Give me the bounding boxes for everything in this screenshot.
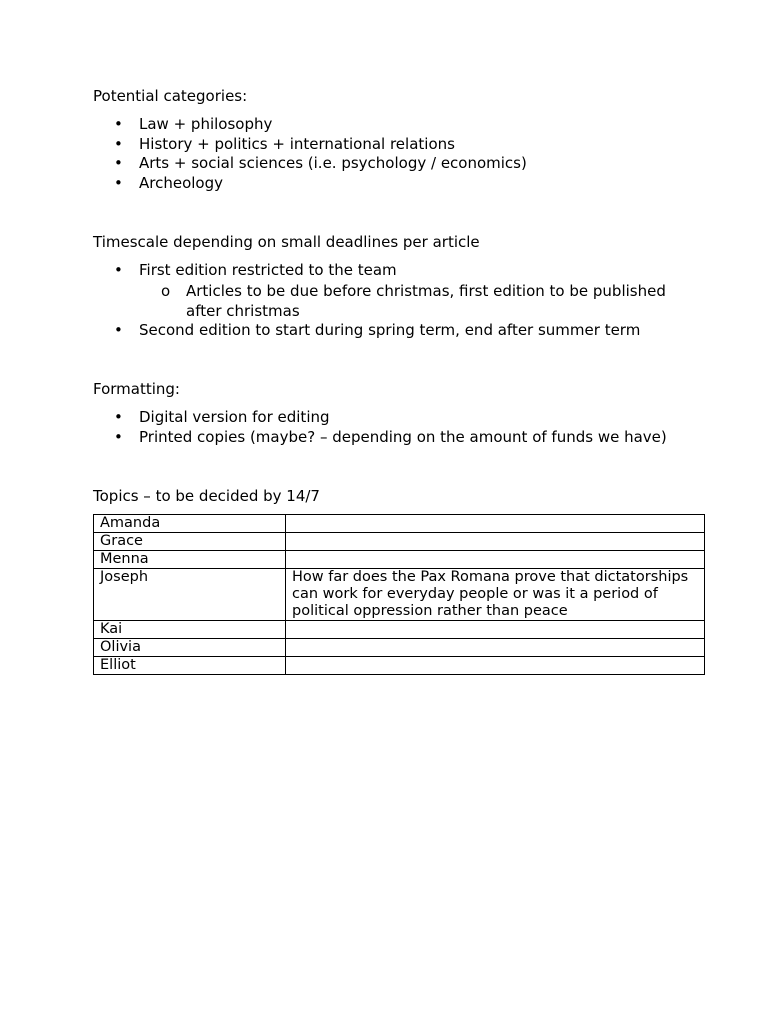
formatting-heading: Formatting: — [93, 380, 180, 398]
table-row — [94, 621, 705, 639]
member-name-cell: Elliot — [94, 657, 286, 675]
member-name-cell: Amanda — [94, 515, 286, 533]
document-page — [93, 86, 705, 675]
list-item — [93, 261, 705, 321]
list-item — [93, 154, 705, 174]
member-name-cell: Kai — [94, 621, 286, 639]
bullet-icon: • — [114, 261, 123, 279]
list-item — [93, 428, 705, 448]
topic-cell — [286, 657, 705, 675]
table-row — [94, 551, 705, 569]
list-item-text: Digital version for editing — [139, 408, 330, 426]
sub-list-item — [139, 281, 705, 321]
formatting-list — [93, 408, 705, 447]
bullet-icon: • — [114, 154, 123, 172]
list-item-text: History + politics + international relations — [139, 134, 455, 153]
table-row — [94, 569, 705, 621]
list-item — [93, 174, 705, 194]
member-name-cell: Joseph — [94, 569, 286, 621]
timescale-heading: Timescale depending on small deadlines per article — [93, 233, 480, 251]
list-item-text: Second edition to start during spring term, end after summer term — [139, 320, 641, 339]
spacer — [93, 447, 705, 486]
bullet-icon: • — [114, 115, 123, 133]
spacer — [93, 340, 705, 379]
bullet-icon: • — [114, 134, 123, 153]
table-row — [94, 515, 705, 533]
categories-heading: Potential categories: — [93, 87, 248, 105]
topic-cell — [286, 515, 705, 533]
list-item-text: Arts + social sciences (i.e. psychology / economics) — [139, 154, 527, 172]
list-item — [93, 135, 705, 155]
hollow-bullet-icon: o — [161, 281, 171, 300]
topic-cell — [286, 621, 705, 639]
topic-cell — [286, 533, 705, 551]
timescale-list — [93, 261, 705, 340]
spacer — [93, 193, 705, 232]
table-row — [94, 657, 705, 675]
bullet-icon: • — [114, 408, 123, 426]
table-row — [94, 533, 705, 551]
table-row — [94, 639, 705, 657]
topic-cell — [286, 551, 705, 569]
timescale-sublist — [139, 281, 705, 321]
list-item — [93, 115, 705, 135]
list-item-text: Archeology — [139, 173, 224, 192]
bullet-icon: • — [114, 173, 123, 192]
member-name-cell: Grace — [94, 533, 286, 551]
list-item — [93, 408, 705, 428]
list-item-text: Law + philosophy — [139, 115, 273, 133]
topic-cell — [286, 639, 705, 657]
bullet-icon: • — [114, 427, 123, 446]
list-item — [93, 321, 705, 341]
categories-list — [93, 115, 705, 193]
bullet-icon: • — [114, 320, 123, 339]
sub-list-item-text: Articles to be due before christmas, first edition to be published after christmas — [186, 281, 666, 320]
member-name-cell: Menna — [94, 551, 286, 569]
topic-cell: How far does the Pax Romana prove that dictatorships can work for everyday people or was it a period of political oppression rather than peace — [286, 569, 705, 621]
topics-table — [93, 514, 705, 675]
topics-heading: Topics – to be decided by 14/7 — [93, 487, 320, 505]
list-item-text: Printed copies (maybe? – depending on the amount of funds we have) — [139, 427, 667, 446]
member-name-cell: Olivia — [94, 639, 286, 657]
list-item-text: First edition restricted to the team — [139, 261, 397, 279]
